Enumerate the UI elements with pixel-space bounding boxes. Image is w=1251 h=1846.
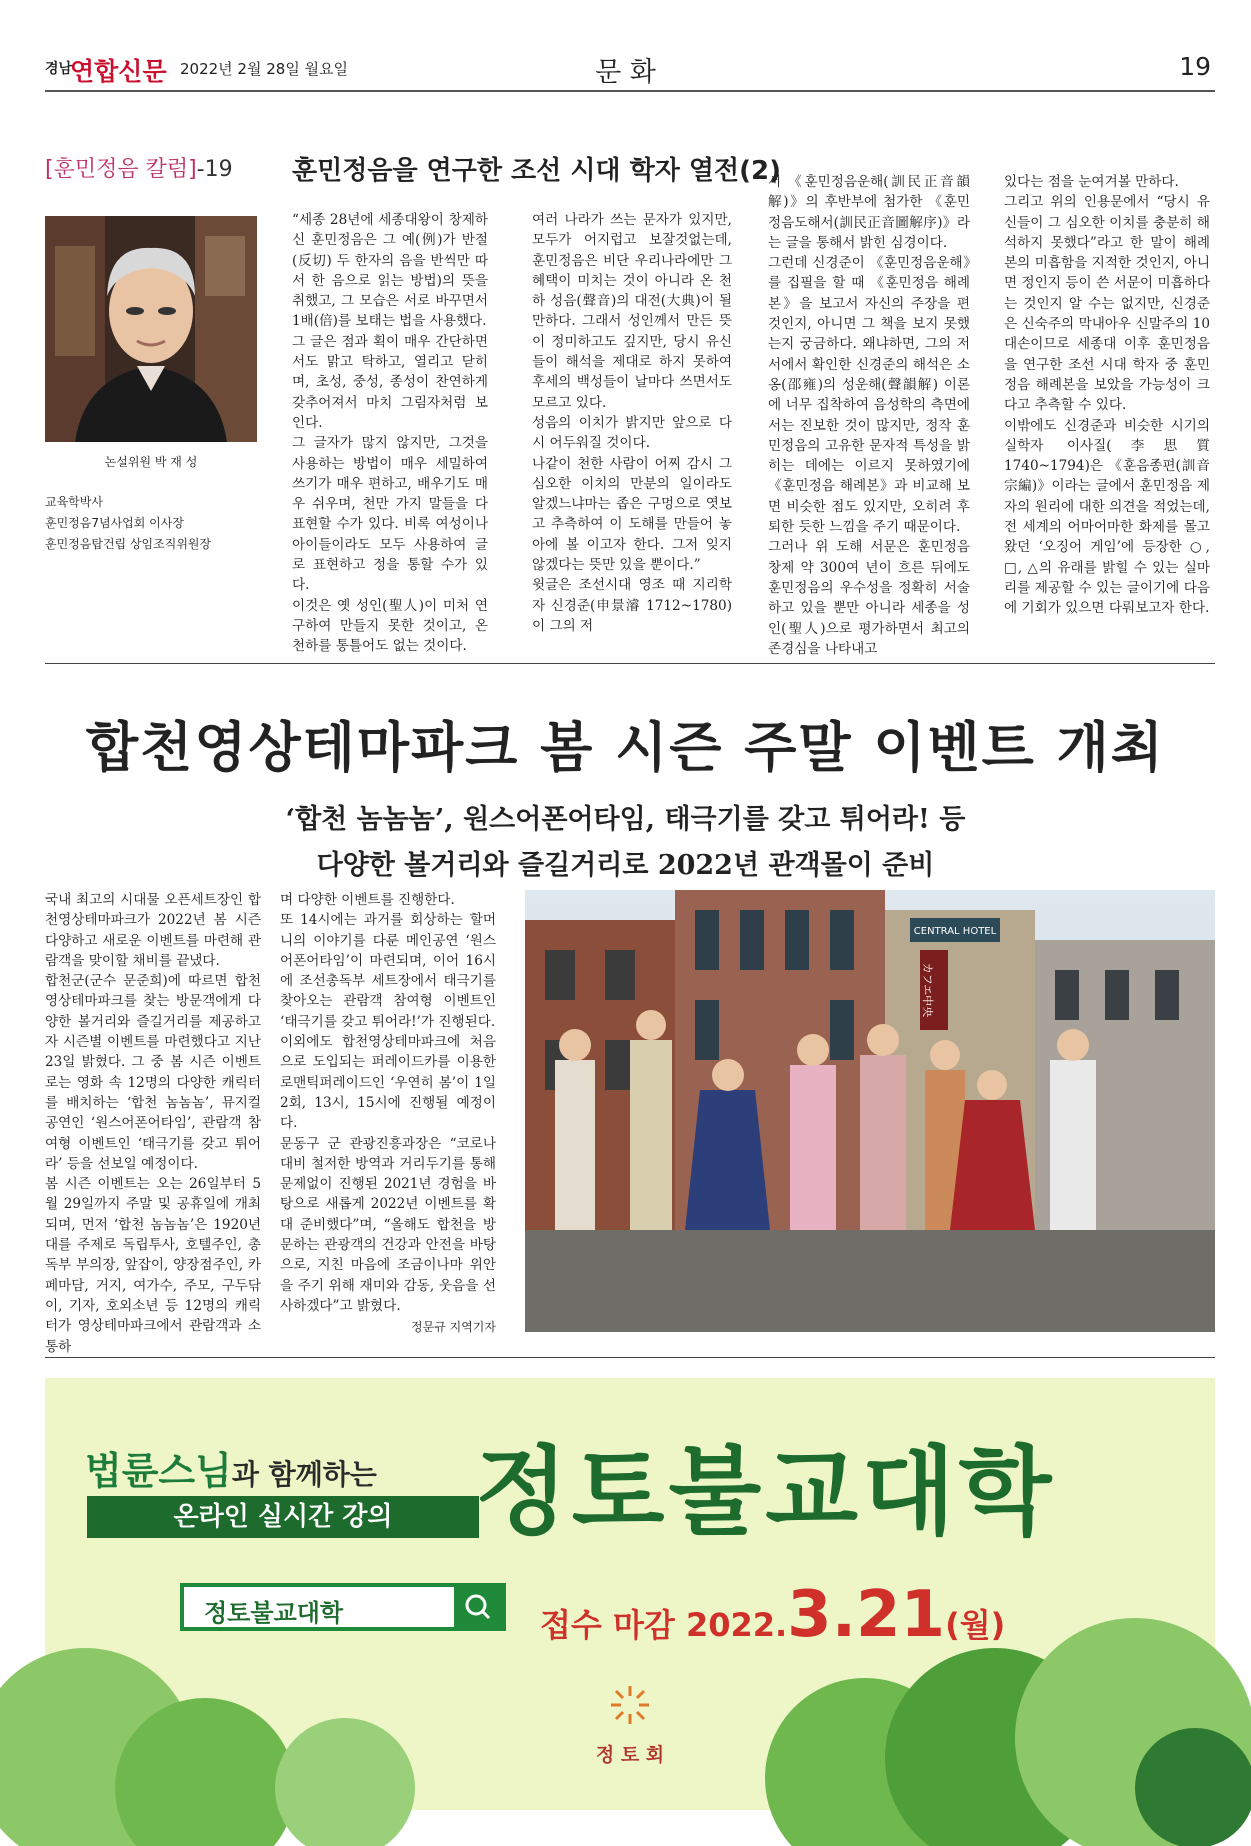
deadline-label: 접수 마감: [540, 1606, 675, 1644]
column-kicker-label: [훈민정음 칼럼]: [45, 157, 197, 182]
deadline-date: 3.21: [787, 1578, 946, 1652]
ad-divider: [45, 1357, 1215, 1358]
feature-subhead-1: ‘합천 놈놈놈’, 원스어폰어타임, 태극기를 갖고 튀어라! 등: [285, 804, 966, 835]
byline: 정문규 지역기자: [411, 1320, 496, 1334]
ad-online-banner: 온라인 실시간 강의: [87, 1496, 479, 1538]
column-body-4: 있다는 점을 눈여겨볼 만하다. 그리고 위의 인용문에서 “당시 유신들이 그 심오한 이치를 충분히 해석하지 못했다”라고 한 말이 해례본의 미흡함을 지적한 것인지, 아니면 정인지 등이 쓴 서문이 미흡하다는 것인지 알 수는 없지만, 신경준은 신숙주의 막내아우 신말주의 10대손이므로 세종대 이후 훈민정음을 연구한 조선 시대 학자 중 훈민정음 해례본을 보았을 가능성이 크다고 추측할 수 있다. 이밖에도 신경준과 비슷한 시기의 실학자 이사질(李思質 1740~1794)은 《훈음종편(訓音宗編)》이라는 글에서 훈민정음 제자의 원리에 대한 의견을 적었는데, 전 세계의 어마어마한 화제를 몰고 왔던 ‘오징어 게임’에 등장한 ○, □, △의 유래를 밝힐 수 있는 실마리를 제공할 수 있는 글이기에 다음에 기회가 있으면 다뤄보고자 한다.: [1004, 174, 1210, 617]
portrait-caption: 논설위원 박 재 성: [104, 455, 198, 469]
search-button[interactable]: [454, 1587, 502, 1627]
header-rule: [45, 90, 1215, 92]
region-label: 경남: [45, 61, 73, 77]
deadline-day: (월): [945, 1606, 1006, 1644]
section-divider: [45, 663, 1215, 664]
cafe-sign: カフエ中央: [921, 962, 934, 1018]
feature-body-2: 며 다양한 이벤트를 진행한다. 또 14시에는 과거를 회상하는 할머니의 이야기를 다룬 메인공연 ‘원스어폰어타임’이 마련되며, 이어 16시에 조선총독부 세트장에서 태극기를 찾아오는 관람객 참여형 이벤트인 ‘태극기를 갖고 튀어라!’가 진행된다. 이외에도 합천영상테마파크에 처음으로 도입되는 퍼레이드카를 이용한 로맨틱퍼레이드인 ‘우연히 봄’이 1일 2회, 13시, 15시에 진행될 예정이다. 문동구 군 관광진흥과장은 “코로나 대비 철저한 방역과 거리두기를 통해 문제없이 진행된 2021년 경험을 바탕으로 새롭게 2022년 이벤트를 확대 준비했다”며, “올해도 합천을 방문하는 관광객의 건강과 안전을 바탕으로, 지친 마음에 조금이나마 위안을 주기 위해 재미와 감동, 웃음을 선사하겠다”고 밝혔다.: [280, 892, 496, 1314]
column-body-1: “세종 28년에 세종대왕이 창제하신 훈민정음은 그 예(例)가 반절(反切) 두 한자의 음을 반씩만 따서 한 음으로 읽는 방법)의 뜻을 취했고, 그 모습은 서로 바꾸면서 1배(倍)를 보태는 법을 사용했다. 그 글은 점과 획이 매우 간단하면서도 맑고 탁하고, 열리고 닫히며, 초성, 중성, 종성이 찬연하게 갖추어져서 마치 그림자처럼 보인다. 그 글자가 많지 않지만, 그것을 사용하는 방법이 매우 세밀하여 쓰기가 매우 편하고, 배우기도 매우 쉬우며, 천만 가지 말들을 다 표현할 수가 있다. 비록 여성이나 아이들이라도 모두 사용하여 글로 표현하고 정을 통할 수가 있다. 이것은 옛 성인(聖人)이 미처 연구하여 만들지 못한 것이고, 온 천하를 통틀어도 없는 것이다.: [292, 212, 488, 655]
column-kicker-number: -19: [196, 157, 233, 182]
column-kicker: [45, 152, 233, 183]
theme-park-photo: [525, 890, 1215, 1332]
page-number: 19: [1179, 52, 1211, 81]
lotus-logo-icon: [607, 1682, 653, 1728]
bio-line: 교육학박사: [45, 495, 103, 509]
ad-deadline: [540, 1578, 1005, 1652]
deadline-year: 2022.: [685, 1606, 788, 1644]
ad-title: 정토불교대학: [475, 1436, 1056, 1548]
column-body-2: 여러 나라가 쓰는 문자가 있지만, 모두가 어지럽고 보잘것없는데, 훈민정음은 비단 우리나라에만 그 혜택이 미치는 것이 아니라 온 천하 성음(聲音)의 대전(大典)이 될 만하다. 그래서 성인께서 만든 뜻이 정미하고도 깊지만, 당시 유신들이 해석을 제대로 하지 못하여 후세의 백성들이 날마다 쓰면서도 모르고 있다. 성음의 이치가 밝지만 앞으로 다시 어두워질 것이다. 나같이 천한 사람이 어찌 감시 그 심오한 이치의 만분의 일이라도 알겠느냐마는 좁은 구멍으로 엿보고 추측하여 이 도해를 만들어 놓아에 볼 이고자 한다. 그저 잊지 않겠다는 뜻만 있을 뿐이다.” 윗글은 조선시대 영조 때 지리학자 신경준(申景濬 1712~1780)이 그의 저: [532, 212, 732, 634]
column-body-3: 서 《훈민정음운해(訓民正音韻解)》의 후반부에 첨가한 《훈민정음도해서(訓民正音圖解序)》라는 글을 통해서 밝힌 심경이다. 그런데 신경준이 《훈민정음운해》를 집필을 할 때 《훈민정음 해례본》을 보고서 자신의 주장을 편 것인지, 아니면 그 책을 보지 못했는지 궁금하다. 왜냐하면, 그의 저서에서 확인한 신경준의 해석은 소옹(邵雍)의 성운해(聲韻解) 이론에 너무 집착하여 음성학의 측면에서는 진보한 것이 많지만, 정작 훈민정음의 고유한 문자적 특성을 밝히는 데에는 이르지 못하였기에 《훈민정음 해례본》과 비교해 보면 비슷한 점도 있지만, 오히려 후퇴한 듯한 느낌을 주기 때문이다. 그러나 위 도해 서문은 훈민정음 창제 약 300여 년이 흐른 뒤에도 훈민정음의 우수성을 정확히 서술하고 있을 뿐만 아니라 세종을 성인(聖人)으로 평가하면서 최고의 존경심을 나타내고: [768, 174, 970, 657]
newspaper-logo: 연합신문: [70, 57, 167, 86]
section-title: 문 화: [595, 57, 656, 88]
feature-subhead-2: 다양한 볼거리와 즐길거리로 2022년 관객몰이 준비: [316, 850, 935, 881]
issue-date: 2022년 2월 28일 월요일: [180, 60, 349, 78]
feature-headline: 합천영상테마파크 봄 시즌 주말 이벤트 개최: [86, 716, 1165, 779]
ad-org-name: 정 토 회: [595, 1744, 665, 1766]
feature-body-1: 국내 최고의 시대물 오픈세트장인 합천영상테마파크가 2022년 봄 시즌 다양하고 새로운 이벤트를 마련해 관람객을 맞이할 채비를 끝냈다. 합천군(군수 문준희)에 따르면 합천영상테마파크를 찾는 방문객에게 다양한 볼거리와 즐길거리를 제공하고자 시즌별 이벤트를 마련했다고 지난 23일 밝혔다. 그 중 봄 시즌 이벤트로는 영화 속 12명의 다양한 캐릭터를 배치하는 ‘합천 놈놈놈’, 뮤지컬 공연인 ‘원스어폰어타임’, 관람객 참여형 이벤트인 ‘태극기를 갖고 튀어라’ 등을 선보일 예정이다. 봄 시즌 이벤트는 오는 26일부터 5월 29일까지 주말 및 공휴일에 개최되며, 먼저 ‘합천 놈놈놈’은 1920년대를 주제로 독립투사, 호텔주인, 총독부 부의장, 앞잡이, 양장점주인, 카페마담, 거지, 여가수, 주모, 구두닦이, 기자, 호외소년 등 12명의 캐릭터가 영상테마파크에서 관람객과 소통하: [45, 892, 261, 1355]
ad-tagline: [85, 1440, 377, 1495]
ad-tagline-name: 법륜스님: [85, 1449, 232, 1493]
search-icon: [454, 1587, 502, 1627]
ad-search-query: 정토불교대학: [204, 1599, 344, 1627]
author-bio: [45, 492, 211, 555]
author-portrait: [45, 216, 257, 442]
ad-search-box[interactable]: [180, 1583, 506, 1631]
advertisement[interactable]: [45, 1378, 1215, 1810]
bio-line: 훈민정음7념사업회 이사장: [45, 516, 184, 530]
column-title: 훈민정음을 연구한 조선 시대 학자 열전(2): [292, 156, 781, 186]
ad-tagline-rest: 과 함께하는: [231, 1458, 377, 1491]
bio-line: 훈민정음탑건립 상임조직위원장: [45, 537, 212, 551]
hotel-sign: CENTRAL HOTEL: [913, 926, 997, 937]
